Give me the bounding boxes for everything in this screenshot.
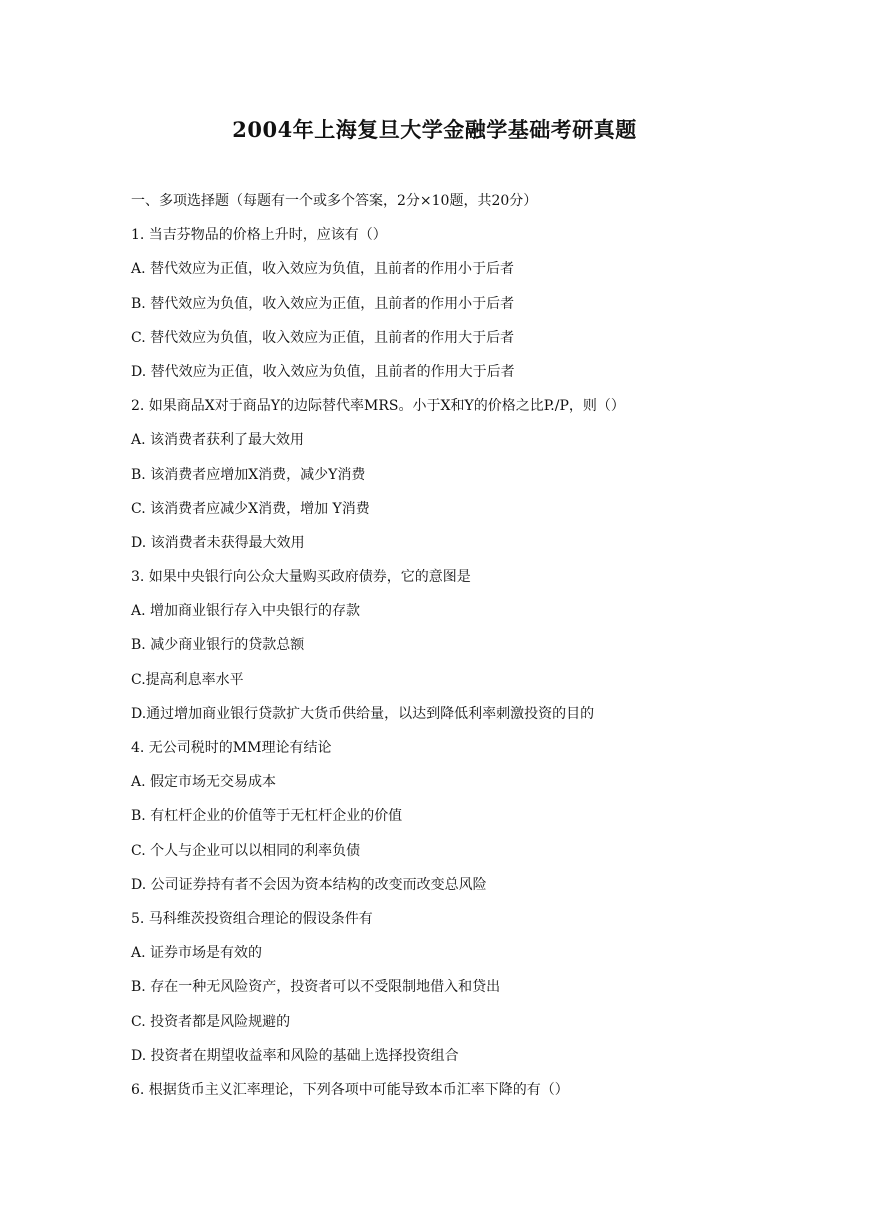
option-a: A. 证券市场是有效的	[131, 945, 263, 962]
option-c: C.提高利息率水平	[131, 671, 244, 688]
option-b: B. 该消费者应增加X消费，减少Y消费	[131, 466, 366, 483]
option-c: C. 个人与企业可以以相同的利率负债	[131, 842, 361, 859]
option-a: A. 假定市场无交易成本	[131, 774, 277, 791]
question-list	[131, 190, 771, 1113]
option-b: B. 存在一种无风险资产，投资者可以不受限制地借入和贷出	[131, 979, 501, 996]
option-a: A. 增加商业银行存入中央银行的存款	[131, 603, 361, 620]
question-stem: 2. 如果商品X对于商品Y的边际替代率MRS。小于X和Y的价格之比P./P，则（）	[131, 398, 625, 415]
option-c: C. 替代效应为负值，收入效应为正值，且前者的作用大于后者	[131, 329, 515, 346]
option-a: A. 替代效应为正值，收入效应为负值，且前者的作用小于后者	[131, 261, 515, 278]
page-title: 2004年上海复旦大学金融学基础考研真题	[232, 117, 637, 142]
option-a: A. 该消费者获利了最大效用	[131, 432, 305, 449]
option-b: B. 有杠杆企业的价值等于无杠杆企业的价值	[131, 808, 403, 825]
option-b: B. 减少商业银行的贷款总额	[131, 637, 305, 654]
option-c: C. 投资者都是风险规避的	[131, 1013, 291, 1030]
option-d: D.通过增加商业银行贷款扩大货币供给量，以达到降低利率刺激投资的目的	[131, 705, 595, 722]
section-heading: 一、多项选择题（每题有一个或多个答案，2分×10题，共20分）	[131, 193, 538, 209]
question-stem: 3. 如果中央银行向公众大量购买政府债券，它的意图是	[131, 569, 471, 586]
option-d: D. 公司证券持有者不会因为资本结构的改变而改变总风险	[131, 876, 487, 893]
option-d: D. 替代效应为正值，收入效应为负值，且前者的作用大于后者	[131, 363, 515, 380]
option-d: D. 该消费者未获得最大效用	[131, 534, 305, 551]
option-d: D. 投资者在期望收益率和风险的基础上选择投资组合	[131, 1047, 459, 1064]
question-stem: 1. 当吉芬物品的价格上升时，应该有（）	[131, 227, 387, 244]
question-stem: 5. 马科维茨投资组合理论的假设条件有	[131, 910, 373, 927]
question-stem: 4. 无公司税时的MM理论有结论	[131, 740, 332, 756]
question-stem: 6. 根据货币主义汇率理论，下列各项中可能导致本币汇率下降的有（）	[131, 1081, 569, 1098]
option-c: C. 该消费者应减少X消费，增加 Y消费	[131, 500, 370, 517]
option-b: B. 替代效应为负值，收入效应为正值，且前者的作用小于后者	[131, 295, 515, 312]
